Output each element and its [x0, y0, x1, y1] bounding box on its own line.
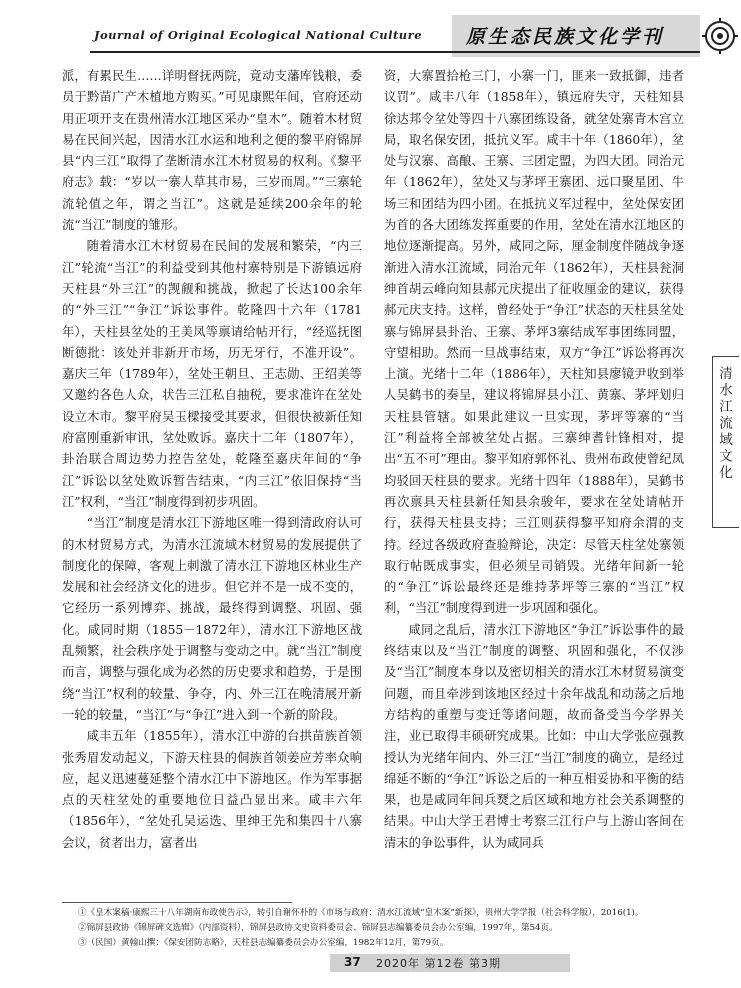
journal-header	[0, 0, 741, 64]
footnote-rule	[62, 902, 292, 903]
footnotes	[78, 906, 718, 951]
journal-title-chinese: 原生态民族文化学刊	[466, 26, 665, 48]
paragraph: 派，有累民生……详明督抚两院，竟动支藩库钱粮，委员于黔苗广产木植地方购买。”可见康熙年间，官府还动用正项开支在贵州清水江地区采办“皇木”。随着木材贸易在民间兴起，因清水江水运和地利之便的黎平府锦屏县“内三江”取得了垄断清水江木材贸易的权利。《黎平府志》载：“岁以一寨人草其市易，三岁而周。”“三寨轮流轮值之年，谓之当江”。这就是延续200余年的轮流“当江”制度的雏形。	[62, 69, 362, 233]
journal-logo-icon	[702, 14, 738, 58]
footnote: ①《皇木案稿·康熙三十八年湖南布政使告示》，转引自谢怀朴的《市场与政府：清水江流域“皇木案”新探》，贵州大学学报（社会科学版），2016(1)。	[78, 908, 644, 918]
journal-title-english: Journal of Original Ecological National Culture	[94, 28, 423, 42]
footnote: ②锦屏县政协《锦屏碑文选辑》（内部资料），锦屏县政协文史资料委员会、锦屏县志编纂委员会办公室编，1997年，第54页。	[78, 923, 558, 933]
footnote: ③（民国）黄翰山撰：《保安团防志略》，天柱县志编纂委员会办公室编，1982年12月，第79页。	[78, 938, 449, 948]
page-number: 37	[344, 955, 361, 969]
header-rule	[90, 51, 700, 53]
paragraph: 资，大寨置拾枪三门，小寨一门，匪来一致抵御，违者议罚”。咸丰八年（1858年），镇远府失守，天柱知县徐达邦令坌处等四十八寨团练设备，就坌处寨青木宫立局，取名保安团，抵抗义军。咸丰十年（1860年），坌处与汉寨、高酿、王寨、三团定盟，为四大团。同治元年（1862年），坌处又与茅坪王寨团、远口聚星团、牛场三和团结为四小团。在抵抗义军过程中，坌处保安团为首的各大团练发挥重要的作用，坌处在清水江地区的地位逐渐提高。另外，咸同之际，厘金制度伴随战争逐渐进入清水江流域，同治元年（1862年），天柱县瓮洞绅首胡云峰向知县郝元庆提出了征收厘金的建议，获得郝元庆支持。这样，曾经处于“争江”状态的天柱县坌处寨与锦屏县卦治、王寨、茅坪3寨结成军事团练同盟，守望相助。然而一旦战事结束，双方“争江”诉讼将再次上演。光绪十二年（1886年），天柱知县廖镜尹收到举人吴鹤书的奏呈，建议将锦屏县小江、黄寨、茅坪划归天柱县管辖。如果此建议一旦实现，茅坪等寨的“当江”利益将全部被坌处占据。三寨绅耆针锋相对，提出“五不可”理由。黎平知府郭怀礼、贵州布政使曾纪凤均驳回天柱县的要求。光绪十四年（1888年），吴鹤书再次禀具天柱县新任知县余骏年，要求在坌处请帖开行，获得天柱县支持；三江则获得黎平知府余渭的支持。经过各级政府查验辩论，决定：尽管天柱坌处寨领取行帖既成事实，但必须呈司销毁。光绪年间新一轮的“争江”诉讼最终还是维持茅坪等三寨的“当江”权利，“当江”制度得到进一步巩固和强化。	[384, 69, 684, 616]
issue-info: 2020年 第12卷 第3期	[376, 957, 501, 970]
left-text-column	[62, 66, 362, 854]
paragraph: 咸丰五年（1855年），清水江中游的台拱苗族首领张秀眉发动起义，下游天柱县的侗族首领姜应芳率众响应，起义迅速蔓延整个清水江中下游地区。作为军事据点的天柱坌处的重要地位日益凸显出来。咸丰六年（1856年），“坌处孔吴运选、里绅王先和集四十八寨会议，贫者出力，富者出	[62, 729, 362, 850]
paragraph: 随着清水江木材贸易在民间的发展和繁荣，“内三江”轮流“当江”的利益受到其他村寨特别是下游镇远府天柱县“外三江”的觊觎和挑战，掀起了长达100余年的“外三江”“争江”诉讼事件。乾隆四十六年（1781年），天柱县坌处的王美凤等禀请给帖开行，“经巡抚图断德批：该处并非新开市场，历无牙行，不准开设”。嘉庆三年（1789年），坌处王朝旦、王志勋、王绍美等又邀约各色人众，状告三江私自抽税，要求准许在坌处设立木市。黎平府吴玉樑接受其要求，但很快被新任知府富刚重新审讯，坌处败诉。嘉庆十二年（1807年），卦治联合周边势力控告坌处，乾隆至嘉庆年间的“争江”诉讼以坌处败诉暂告结束，“内三江”依旧保持“当江”权利，“当江”制度得到初步巩固。	[62, 239, 362, 509]
right-text-column	[384, 66, 684, 854]
section-tab-label: 清水江流域文化	[716, 366, 732, 482]
paragraph: 咸同之乱后，清水江下游地区“争江”诉讼事件的最终结束以及“当江”制度的调整、巩固和强化，不仅涉及“当江”制度本身以及密切相关的清水江木材贸易演变问题，而且牵涉到该地区经过十余年战乱和动荡之后地方结构的重塑与变迁等诸问题，故而备受当今学界关注，业已取得丰硕研究成果。比如：中山大学张应强教授认为光绪年间内、外三江“当江”制度的确立，是经过绵延不断的“争江”诉讼之后的一种互相妥协和平衡的结果，也是咸同年间兵燹之后区域和地方社会关系调整的结果。中山大学王君博士考察三江行户与上游山客间在清末的争讼事件，认为咸同兵	[384, 622, 684, 850]
paragraph: “当江”制度是清水江下游地区唯一得到清政府认可的木材贸易方式，为清水江流域木材贸易的发展提供了制度化的保障，客观上刺激了清水江下游地区林业生产发展和社会经济文化的进步。但它并不是一成不变的，它经历一系列博弈、挑战，最终得到调整、巩固、强化。咸同时期（1855－1872年），清水江下游地区战乱频繁，社会秩序处于调整与变动之中。就“当江”制度而言，调整与强化成为必然的历史要求和趋势，于是围绕“当江”权利的较量、争夺，内、外三江在晚清展开新一轮的较量，“当江”与“争江”进入到一个新的阶段。	[62, 516, 362, 722]
